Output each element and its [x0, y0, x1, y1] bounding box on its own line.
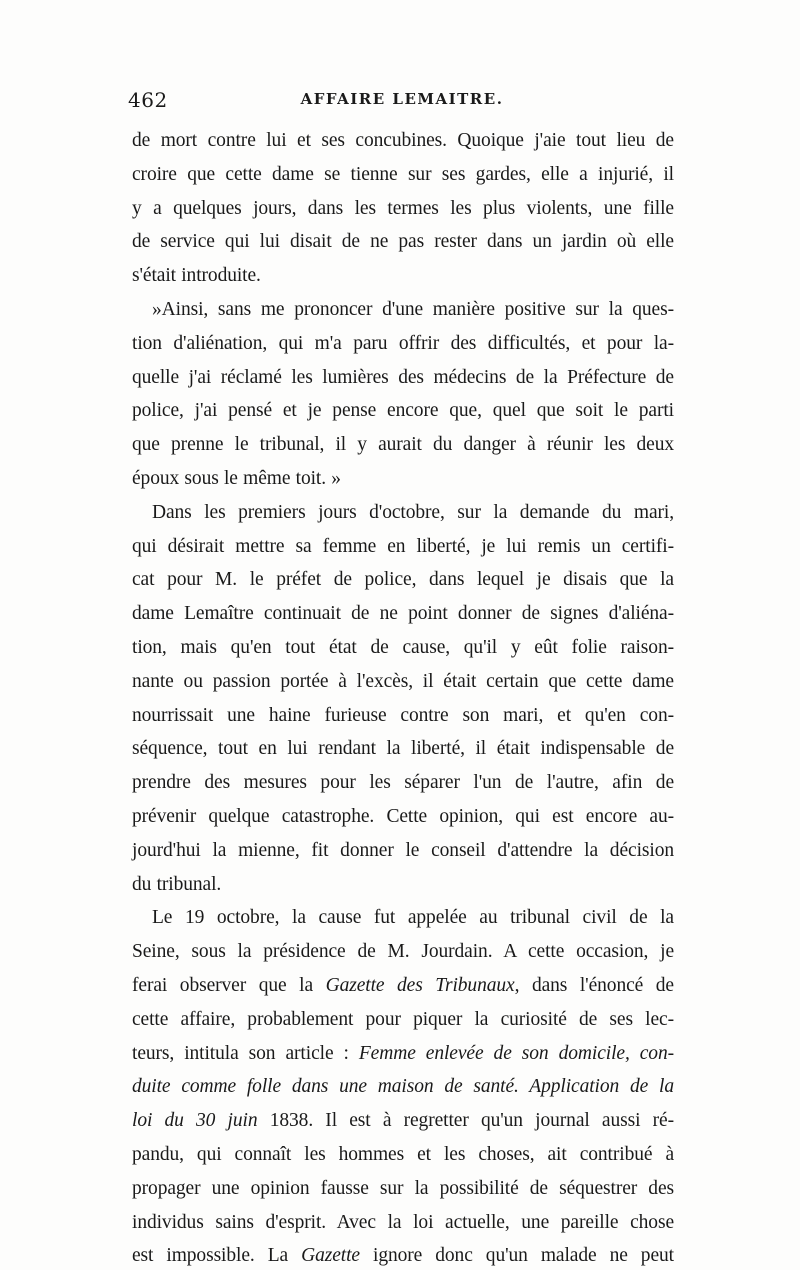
text-line: tion, mais qu'en tout état de cause, qu'il y eût folie raison- — [132, 636, 674, 658]
text-line: prendre des mesures pour les séparer l'un de l'autre, afin de — [132, 772, 674, 794]
text-line: époux sous le même toit. » — [132, 467, 341, 489]
text-segment: est impossible. La — [132, 1245, 289, 1267]
text-line: prévenir quelque catastrophe. Cette opinion, qui est encore au- — [132, 805, 674, 827]
text-line: s'était introduite. — [132, 265, 261, 287]
journal-name-italic: Gazette — [301, 1245, 360, 1267]
page-header — [128, 88, 676, 114]
text-line: dame Lemaître continuait de ne point donner de signes d'aliéna- — [132, 603, 674, 625]
text-segment: ignore donc qu'un malade ne peut — [373, 1245, 674, 1267]
text-line: y a quelques jours, dans les termes les plus violents, une fille — [132, 197, 674, 219]
text-line: nante ou passion portée à l'excès, il était certain que cette dame — [132, 670, 674, 692]
text-line: »Ainsi, sans me prononcer d'une manière positive sur la ques- — [152, 298, 674, 320]
text-line: séquence, tout en lui rendant la liberté, il était indispensable de — [132, 738, 674, 760]
running-head: AFFAIRE LEMAITRE. — [300, 90, 504, 108]
text-line: Dans les premiers jours d'octobre, sur la demande du mari, — [152, 501, 674, 523]
page-number: 462 — [128, 88, 168, 112]
text-line: croire que cette dame se tienne sur ses gardes, elle a injurié, il — [132, 163, 674, 185]
text-line: de mort contre lui et ses concubines. Quoique j'aie tout lieu de — [132, 130, 674, 151]
text-line: jourd'hui la mienne, fit donner le conseil d'attendre la décision — [132, 839, 674, 861]
text-line: Le 19 octobre, la cause fut appelée au tribunal civil de la — [152, 907, 674, 929]
text-line: qui désirait mettre sa femme en liberté, je lui remis un certifi- — [132, 535, 674, 557]
text-line: de service qui lui disait de ne pas rester dans un jardin où elle — [132, 231, 674, 253]
text-line: du tribunal. — [132, 873, 222, 895]
text-line: propager une opinion fausse sur la possibilité de séquestrer des — [132, 1177, 674, 1199]
text-line: tion d'aliénation, qui m'a paru offrir des difficultés, et pour la- — [132, 332, 674, 354]
text-line: police, j'ai pensé et je pense encore que, quel que soit le parti — [132, 400, 674, 422]
text-segment: , dans l'énoncé de — [514, 974, 674, 996]
text-line — [132, 1239, 674, 1273]
text-line: pandu, qui connaît les hommes et les choses, ait contribué à — [132, 1143, 674, 1165]
text-line: cat pour M. le préfet de police, dans lequel je disais que la — [132, 569, 674, 591]
text-line: que prenne le tribunal, il y aurait du danger à réunir les deux — [132, 434, 674, 456]
text-segment: teurs, intitula son article : — [132, 1042, 349, 1064]
text-line: nourrissait une haine furieuse contre son mari, et qu'en con- — [132, 704, 674, 726]
text-line: individus sains d'esprit. Avec la loi actuelle, une pareille chose — [132, 1211, 674, 1233]
article-title-italic: Femme enlevée de son domicile, con- — [358, 1042, 674, 1064]
text-line: cette affaire, probablement pour piquer la curiosité de ses lec- — [132, 1008, 674, 1030]
text-line: Seine, sous la présidence de M. Jourdain. A cette occasion, je — [132, 941, 674, 963]
text-segment-italic: 30 juin — [196, 1110, 258, 1132]
text-segment: ferai observer que la — [132, 974, 314, 996]
text-line — [132, 1037, 674, 1071]
text-line — [132, 969, 674, 1003]
text-segment: 1838. Il est à regretter qu'un journal aussi ré- — [269, 1110, 674, 1132]
text-segment-italic: loi du — [132, 1110, 184, 1132]
journal-title-italic: Gazette des Tribunaux — [325, 974, 515, 996]
text-line — [132, 1104, 674, 1138]
text-line: quelle j'ai réclamé les lumières des médecins de la Préfecture de — [132, 366, 674, 388]
body-text — [132, 124, 674, 1273]
text-line: duite comme folle dans une maison de santé. Application de la — [132, 1076, 674, 1098]
